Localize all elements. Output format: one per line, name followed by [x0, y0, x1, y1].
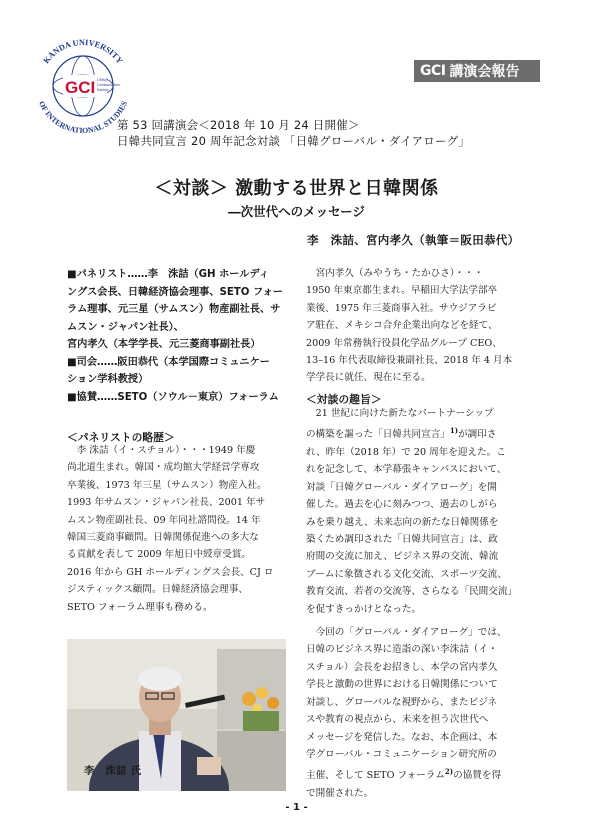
purpose-body — [306, 405, 536, 802]
badge-label: 講演会報告 — [449, 64, 520, 80]
purpose-line: 21 世紀に向けた新たなパートナーシップ — [315, 408, 494, 419]
logo-caption-2: Communication — [97, 83, 120, 87]
lecture-line: 第 53 回講演会＜2018 年 10 月 24 日開催＞ — [117, 118, 360, 132]
bio-line: SETO フォーラム理事も務める。 — [67, 601, 213, 613]
bio-line: 業後、1975 年三菱商事入社。サウジアラビ — [306, 302, 497, 314]
logo-caption-3: Institute — [97, 88, 109, 92]
purpose-line: で開催された。 — [306, 787, 374, 799]
svg-text:KANDA UNIVERSITY — [42, 38, 125, 65]
purpose-line: 教育交流、若者の交流等、さらなる「民間交流」 — [306, 586, 518, 598]
event-line: 日韓共同宣言 20 周年記念対談 「日韓グローバル・ダイアローグ」 — [117, 134, 471, 148]
logo-mark: GCI — [65, 78, 96, 97]
bio-line: 1993 年サムスン・ジャパン社長、2001 年サ — [67, 497, 266, 509]
bio-line: 2016 年から GH ホールディングス会長、CJ ロ — [67, 566, 274, 578]
purpose-line: 府間の交流に加え、ビジネス界の交流、韓流 — [306, 551, 499, 563]
panel-info-line: ■司会……阪田恭代（本学国際コミュニケー — [67, 356, 270, 368]
panel-info-line: ション学科教授） — [67, 374, 149, 385]
bio-line: 卒業後、1973 年三星（サムスン）物産入社。 — [67, 479, 267, 491]
purpose-line: を促すきっかけとなった。 — [306, 603, 422, 615]
footnote-ref-2: 2) — [444, 767, 454, 777]
author-line: 李 洙詰、宮内孝久（執筆＝阪田恭代） — [307, 233, 520, 247]
panel-info-line: ■協賛……SETO（ソウル－東京）フォーラム — [67, 391, 279, 403]
panel-info-line: 宮内孝久（本学学長、元三菱商事副社長） — [67, 339, 261, 350]
purpose-text: の構築を謳った「日韓共同宣言」 — [306, 429, 450, 441]
purpose-line: 築くため調印された「日韓共同宣言」は、政 — [306, 534, 498, 546]
bio-line: ア駐在、メキシコ合弁企業出向などを経て、 — [306, 320, 498, 332]
purpose-line: スチョル）会長をお招きし、本学の宮内孝久 — [306, 661, 498, 673]
bio-line: 学学長に就任、現在に至る。 — [306, 372, 431, 384]
svg-text:OF INTERNATIONAL STUDIES — [37, 100, 129, 135]
purpose-text: が調印さ — [458, 429, 497, 441]
purpose-line: 催した。過去を心に刻みつつ、過去のしがら — [306, 499, 498, 511]
panel-info-line: ラム理事、元三星（サムスン）物産副社長、サ — [67, 304, 281, 315]
purpose-line: れを記念して、本学幕張キャンパスにおいて、 — [306, 464, 507, 476]
bio-line: 韓国三菱商事顧問。日韓関係促進への多大な — [67, 532, 259, 544]
purpose-line: みを乗り越え、未来志向の新たな日韓関係を — [306, 516, 499, 528]
bio-line: ジスティックス顧問。日韓経済協会理事、 — [67, 584, 248, 596]
purpose-line: れ、昨年（2018 年）で 20 周年を迎えた。こ — [306, 447, 506, 458]
panelist-bio-heading: ＜パネリストの略歴＞ — [67, 431, 175, 444]
purpose-line: 学グローバル・コミュニケーション研究所の — [306, 748, 497, 760]
bio-line: ムスン物産副社長、09 年同社諮問役。14 年 — [67, 514, 261, 526]
article-subtitle: ―次世代へのメッセージ — [228, 204, 365, 219]
footnote-ref-1: 1) — [449, 426, 459, 436]
badge-mark: GCI — [420, 63, 446, 79]
bio-line: 13–16 年代表取締役兼副社長、2018 年 4 月本 — [306, 355, 513, 367]
logo-ring-bottom: OF INTERNATIONAL STUDIES — [37, 99, 129, 136]
purpose-line: 日韓のビジネス界に造詣の深い李洙詰（イ・ — [306, 644, 498, 656]
logo-caption-1: Global — [97, 78, 107, 82]
bio-line: 李 洙詰（イ・スチョル）・・・1949 年慶 — [76, 445, 256, 456]
panel-info-line: ■パネリスト……李 洙詰（GH ホールディ — [67, 269, 270, 280]
purpose-heading: ＜対談の趣旨＞ — [306, 393, 382, 406]
bio-line: 宮内孝久（みやうち・たかひさ）・・・ — [315, 268, 484, 279]
panel-info — [67, 266, 289, 406]
logo-ring-top: KANDA UNIVERSITY — [41, 37, 125, 66]
photo-caption: 李 洙詰 氏 — [84, 766, 142, 777]
article-title: ＜対談＞ 激動する世界と日韓関係 — [154, 178, 439, 199]
panelist-bio — [67, 442, 289, 616]
bio-line: 尚北道生まれ。韓国・成均館大学経営学専攻 — [67, 462, 260, 474]
purpose-text: 主催、そして SETO フォーラム — [306, 770, 445, 782]
purpose-line — [306, 763, 536, 785]
purpose-text: の協賛を得 — [453, 770, 502, 782]
purpose-line — [306, 422, 536, 444]
page-number: - 1 - — [285, 802, 308, 813]
purpose-line: 学長と激動の世界における日韓関係について — [306, 679, 498, 691]
purpose-line: ブームに象徴される文化交流、スポーツ交流、 — [306, 568, 507, 580]
miyauchi-bio — [306, 265, 536, 387]
bio-line: 2009 年常務執行役員化学品グループ CEO、 — [306, 337, 502, 349]
panel-info-line: ムスン・ジャパン社長）、 — [67, 321, 184, 333]
purpose-line: 対談し、グローバルな視野から、またビジネ — [306, 696, 498, 708]
report-badge — [414, 60, 540, 82]
purpose-line: メッセージを発信した。なお、本企画は、本 — [306, 731, 498, 743]
purpose-line: 対談「日韓グローバル・ダイアローグ」を開 — [306, 481, 497, 493]
bio-line: る貢献を表して 2009 年旭日中綬章受賞。 — [67, 549, 252, 561]
purpose-line: 今回の「グローバル・ダイアローグ」では、 — [315, 627, 507, 639]
bio-line: 1950 年東京都生まれ。早稲田大学法学部卒 — [306, 285, 498, 297]
panel-info-line: ングス会長、日韓経済協会理事、SETO フォー — [67, 286, 284, 298]
purpose-line: スや教育の視点から、未来を担う次世代へ — [306, 714, 489, 726]
